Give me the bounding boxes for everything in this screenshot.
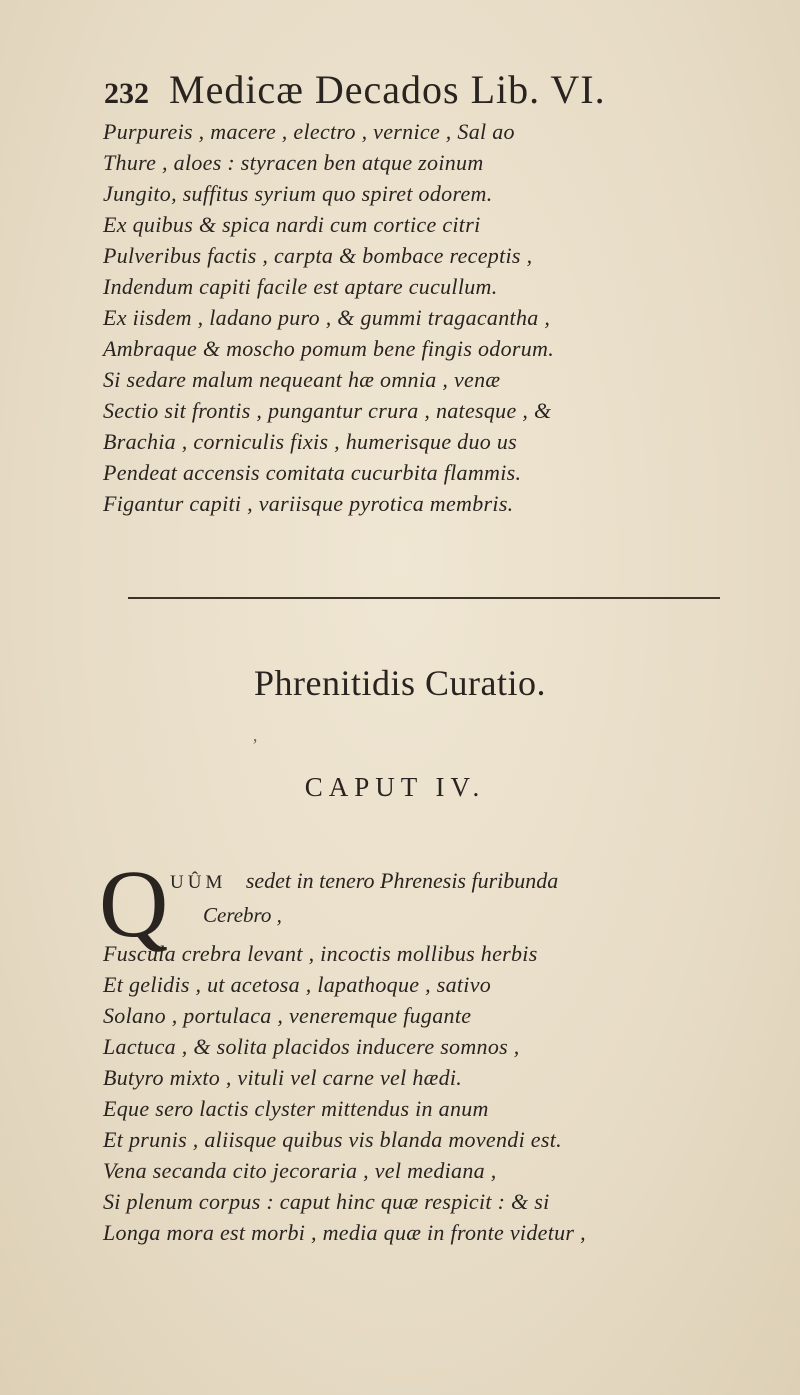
verse-line: Eque sero lactis clyster mittendus in anum bbox=[103, 1096, 489, 1121]
verse-line: Solano , portulaca , veneremque fugante bbox=[103, 1003, 472, 1028]
page-number: 232 bbox=[104, 77, 149, 110]
verse-line: Pendeat accensis comitata cucurbita flammis. bbox=[103, 460, 522, 485]
verse-line: Fuscula crebra levant , incoctis mollibus herbis bbox=[103, 941, 538, 966]
verse-line: Thure , aloes : styracen ben atque zoinum bbox=[103, 150, 484, 175]
verse-line: Longa mora est morbi , media quæ in fronte videtur , bbox=[103, 1220, 586, 1245]
verse-line: Brachia , corniculis fixis , humerisque duo us bbox=[103, 429, 518, 454]
verse-block-top bbox=[103, 116, 743, 519]
page-header bbox=[104, 66, 704, 116]
section-divider bbox=[128, 597, 720, 599]
verse-line: Sectio sit frontis , pungantur crura , natesque , & bbox=[103, 398, 552, 423]
drop-capital: Q bbox=[99, 850, 169, 957]
verse-line: Pulveribus factis , carpta & bombace receptis , bbox=[103, 243, 533, 268]
verse-line: Indendum capiti facile est aptare cucullum. bbox=[103, 274, 498, 299]
verse-line: Ex iisdem , ladano puro , & gummi tragacantha , bbox=[103, 305, 551, 330]
verse-line: Et prunis , aliisque quibus vis blanda movendi est. bbox=[103, 1127, 562, 1152]
running-title: Medicæ Decados Lib. VI. bbox=[169, 67, 606, 112]
opening-line-text: sedet in tenero Phrenesis furibunda bbox=[245, 868, 559, 893]
section-title: Phrenitidis Curatio. bbox=[254, 663, 546, 703]
verse-block-bottom bbox=[103, 938, 743, 1248]
verse-line: Si sedare malum nequeant hæ omnia , venæ bbox=[103, 367, 501, 392]
verse-line: Purpureis , macere , electro , vernice , Sal ao bbox=[103, 119, 515, 144]
verse-line: Vena secanda cito jecoraria , vel mediana , bbox=[103, 1158, 497, 1183]
verse-line: Jungito, suffitus syrium quo spiret odorem. bbox=[103, 181, 493, 206]
opening-smallcaps: UÛM bbox=[170, 872, 227, 893]
verse-line: Si plenum corpus : caput hinc quæ respicit : & si bbox=[103, 1189, 550, 1214]
ink-speck: ʼ bbox=[252, 735, 258, 755]
verse-line: Figantur capiti , variisque pyrotica membris. bbox=[103, 491, 514, 516]
verse-line: Ambraque & moscho pomum bene fingis odorum. bbox=[103, 336, 555, 361]
verse-line: Et gelidis , ut acetosa , lapathoque , sativo bbox=[103, 972, 492, 997]
verse-line: Butyro mixto , vituli vel carne vel hædi. bbox=[103, 1065, 463, 1090]
opening-line-continuation: Cerebro , bbox=[203, 903, 282, 927]
verse-line: Lactuca , & solita placidos inducere somnos , bbox=[103, 1034, 520, 1059]
opening-line bbox=[170, 868, 770, 894]
verse-line: Ex quibus & spica nardi cum cortice citri bbox=[103, 212, 481, 237]
chapter-title: CAPUT IV. bbox=[304, 772, 486, 802]
